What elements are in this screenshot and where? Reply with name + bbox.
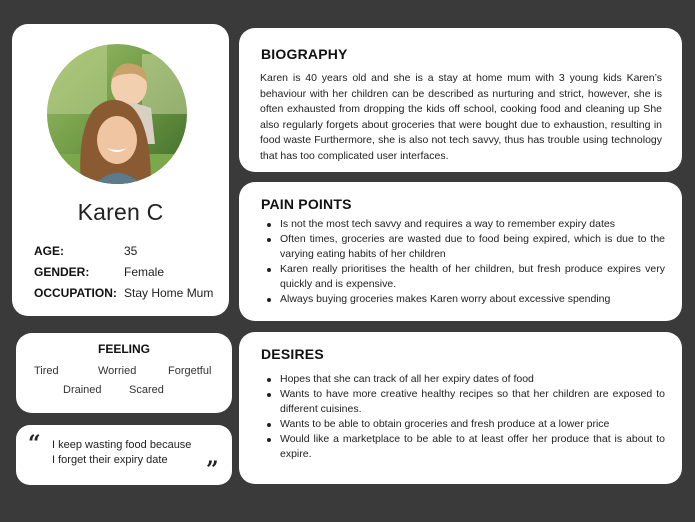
persona-photo-icon — [47, 44, 187, 184]
list-item: Often times, groceries are wasted due to food being expired, which is due to the varying eating habits of her children — [267, 232, 665, 262]
feeling-word: Scared — [129, 384, 164, 396]
close-quote-icon: ” — [206, 457, 219, 483]
open-quote-icon: “ — [28, 431, 41, 457]
desires-card — [239, 332, 682, 484]
pain-points-card — [239, 182, 682, 321]
feeling-card — [16, 333, 232, 413]
desires-title: DESIRES — [261, 346, 324, 362]
biography-title: BIOGRAPHY — [261, 46, 348, 62]
occupation-row — [34, 282, 224, 303]
age-value: 35 — [124, 243, 138, 258]
list-item: Wants to have more creative healthy recipes so that her children are exposed to different cuisines. — [267, 387, 665, 417]
quote-card — [16, 425, 232, 485]
list-item: Hopes that she can track of all her expiry dates of food — [267, 372, 665, 387]
list-item: Karen really prioritises the health of her children, but fresh produce expires very quickly and is expensive. — [267, 262, 665, 292]
gender-value: Female — [124, 264, 165, 279]
feeling-word: Forgetful — [168, 365, 212, 377]
age-label: AGE: — [34, 243, 64, 258]
quote-line: I keep wasting food because — [52, 439, 192, 451]
list-item: Is not the most tech savvy and requires a way to remember expiry dates — [267, 217, 665, 232]
biography-card — [239, 28, 682, 172]
persona-name: Karen C — [77, 199, 164, 225]
pain-points-title: PAIN POINTS — [261, 196, 352, 212]
occupation-label: OCCUPATION: — [34, 285, 117, 300]
desires-list — [267, 372, 665, 462]
avatar — [47, 44, 187, 184]
list-item: Would like a marketplace to be able to at least offer her produce that is about to expire. — [267, 432, 665, 462]
feeling-word: Drained — [63, 384, 102, 396]
gender-row — [34, 261, 224, 282]
quote-text — [52, 438, 212, 468]
feeling-word: Worried — [98, 365, 137, 377]
occupation-value: Stay Home Mum — [124, 285, 214, 300]
list-item: Always buying groceries makes Karen worry about excessive spending — [267, 292, 665, 307]
quote-line: I forget their expiry date — [52, 454, 168, 466]
pain-points-list — [267, 217, 665, 307]
feeling-title: FEELING — [97, 342, 150, 356]
biography-text: Karen is 40 years old and she is a stay at home mum with 3 young kids Karen’s behaviour with her children can be described as nurturing and strict, however, she is often exhausted from dropping the kids off school, cooking food and cleaning up She also regularly forgets about groceries that were bought due to exhaustion, resulting in food waste Furthermore, she is also not tech savvy, thus has trouble using technology that has too complicated user interfaces. — [260, 72, 662, 162]
feeling-word: Tired — [34, 365, 59, 377]
persona-facts — [34, 240, 224, 303]
gender-label: GENDER: — [34, 264, 90, 279]
age-row — [34, 240, 224, 261]
list-item: Wants to be able to obtain groceries and fresh produce at a lower price — [267, 417, 665, 432]
profile-card — [12, 24, 229, 316]
